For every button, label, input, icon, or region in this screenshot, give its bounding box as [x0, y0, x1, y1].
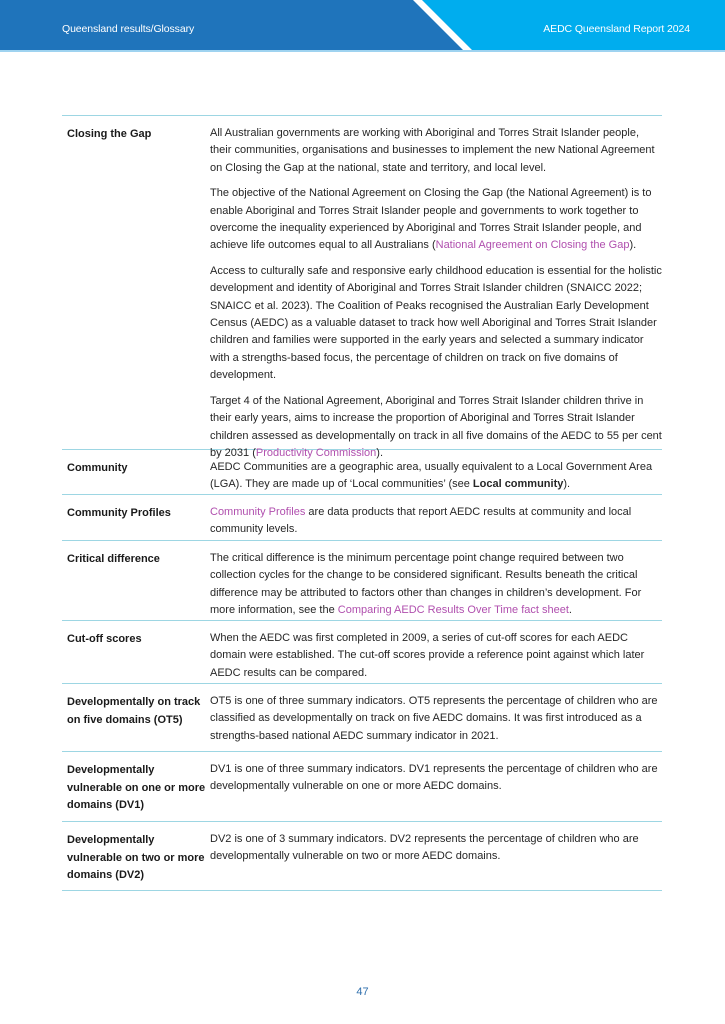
- text: Target 4 of the National Agreement, Aboriginal and Torres Strait Islander children thrive in their early years, aims to increase the proportion of Aboriginal and Torres Strait Islander children assessed as developmentally on track in all five domains of the AEDC to 55 per cent by 2031 (: [210, 394, 662, 459]
- link-community-profiles[interactable]: Community Profiles: [210, 506, 306, 518]
- glossary-definition: [210, 831, 662, 884]
- text: ).: [376, 446, 384, 459]
- glossary-term: Developmentally on track on five domains (OT5): [67, 696, 201, 726]
- link-comparing-results-fact-sheet[interactable]: Comparing AEDC Results Over Time fact sheet: [337, 604, 569, 617]
- header-report-title: AEDC Queensland Report 2024: [543, 23, 690, 35]
- glossary-term: Cut-off scores: [67, 633, 142, 645]
- definition-paragraph: OT5 is one of three summary indicators. OT5 represents the percentage of children who are classified as developmentally on track on five AEDC domains. It was first introduced as a strengths-based national AEDC summary indicator in 2021.: [210, 695, 658, 742]
- glossary-definition: [210, 630, 662, 677]
- glossary-row: [62, 751, 662, 821]
- glossary-definition: [210, 459, 662, 491]
- text: AEDC Communities are a geographic area, usually equivalent to a Local Government Area (LGA). They are made up of ‘Local communities’ (see: [210, 461, 653, 491]
- definition-paragraph: When the AEDC was first completed in 2009, a series of cut-off scores for each AEDC domain were established. The cut-off scores provide a reference point against which later AEDC results can be compared.: [210, 632, 645, 679]
- glossary-definition: [210, 761, 662, 815]
- header-section-title: Queensland results/Glossary: [62, 23, 195, 35]
- definition-paragraph: All Australian governments are working with Aboriginal and Torres Strait Islander people, their communities, organisations and businesses to implement the new National Agreement on Closing the Gap at the national, state and territory, and local level.: [210, 127, 655, 174]
- glossary-term: Community Profiles: [67, 507, 171, 519]
- glossary-definition: [210, 125, 662, 459]
- definition-paragraph: DV1 is one of three summary indicators. DV1 represents the percentage of children who are developmentally vulnerable on one or more AEDC domains.: [210, 763, 658, 793]
- definition-paragraph: DV2 is one of 3 summary indicators. DV2 represents the percentage of children who are developmentally vulnerable on two or more AEDC domains.: [210, 833, 639, 863]
- text: ).: [563, 478, 571, 491]
- glossary-definition: [210, 693, 662, 745]
- text: are data products that report AEDC results at community and local community levels.: [210, 506, 632, 536]
- glossary-row: [62, 494, 662, 540]
- definition-paragraph: [210, 393, 662, 463]
- link-productivity-commission[interactable]: Productivity Commission: [255, 446, 377, 459]
- page-header: [0, 0, 725, 50]
- glossary-row: [62, 620, 662, 683]
- glossary-row: [62, 115, 662, 459]
- definition-paragraph: [210, 459, 662, 494]
- glossary-term: Critical difference: [67, 553, 160, 565]
- text: .: [568, 604, 572, 617]
- glossary-definition: [210, 504, 662, 534]
- glossary-table: [62, 115, 662, 891]
- definition-paragraph: [210, 504, 662, 539]
- glossary-definition: [210, 550, 662, 617]
- glossary-row: [62, 540, 662, 620]
- glossary-term: Developmentally vulnerable on one or more domains (DV1): [67, 764, 206, 811]
- glossary-row: [62, 683, 662, 751]
- link-national-agreement[interactable]: National Agreement on Closing the Gap: [435, 239, 630, 252]
- text: The critical difference is the minimum percentage point change required between two collection cycles for the change to be considered significant. Results beneath the critical difference may be attributed to factors other than changes in children’s development. For more information, see the: [210, 552, 642, 617]
- glossary-term: Community: [67, 462, 128, 474]
- definition-paragraph: [210, 550, 662, 620]
- definition-paragraph: Access to culturally safe and responsive early childhood education is essential for the holistic development and identity of Aboriginal and Torres Strait Islander children (SNAICC 2022; SNAICC et al. 2023). The Coalition of Peaks recognised the Australian Early Development Census (AEDC) as a valuable dataset to track how well Aboriginal and Torres Strait Islander children and families were supported in the early years and selected a summary indicator with a strengths-based focus, the percentage of children on track on five domains of development.: [210, 264, 662, 382]
- glossary-row: [62, 821, 662, 891]
- header-underline: [0, 50, 725, 52]
- definition-paragraph: [210, 185, 662, 255]
- glossary-term: Closing the Gap: [67, 128, 152, 140]
- text: ).: [629, 239, 637, 252]
- cross-reference: Local community: [472, 478, 564, 491]
- text: The objective of the National Agreement on Closing the Gap (the National Agreement) is to enable Aboriginal and Torres Strait Islander people and governments to work together to overcome the inequality experienced by Aboriginal and Torres Strait Islander people, and achieve life outcomes equal to all Australians (: [210, 187, 652, 252]
- glossary-term: Developmentally vulnerable on two or more domains (DV2): [67, 834, 205, 881]
- page-number: 47: [356, 986, 369, 998]
